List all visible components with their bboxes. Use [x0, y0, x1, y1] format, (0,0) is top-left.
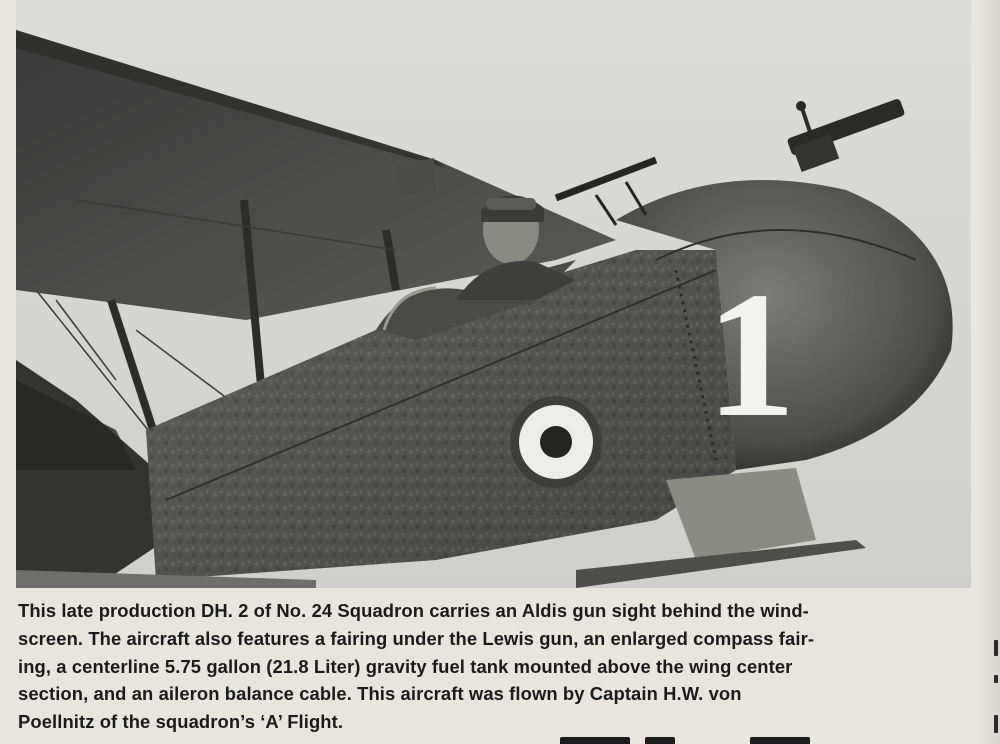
- photo-illustration: [16, 0, 971, 588]
- caption-line: ing, a centerline 5.75 gallon (21.8 Liter) gravity fuel tank mounted above the wing center: [18, 655, 793, 677]
- roundel: [510, 396, 602, 488]
- caption-line: screen. The aircraft also features a fairing under the Lewis gun, an enlarged compass fair-: [18, 627, 815, 649]
- pilot-goggles: [486, 198, 536, 210]
- cut-off-next-heading: [560, 733, 820, 744]
- caption-line: section, and an aileron balance cable. This aircraft was flown by Captain H.W. von: [18, 683, 742, 705]
- caption-line: Poellnitz of the squadron’s ‘A’ Flight.: [18, 711, 344, 733]
- caption-line: This late production DH. 2 of No. 24 Squadron carries an Aldis gun sight behind the wind-: [18, 600, 809, 621]
- photo-caption: [18, 597, 968, 736]
- aircraft-photograph: [16, 0, 971, 588]
- aircraft-number: 1: [706, 255, 796, 454]
- facing-page-edge: [976, 0, 1000, 744]
